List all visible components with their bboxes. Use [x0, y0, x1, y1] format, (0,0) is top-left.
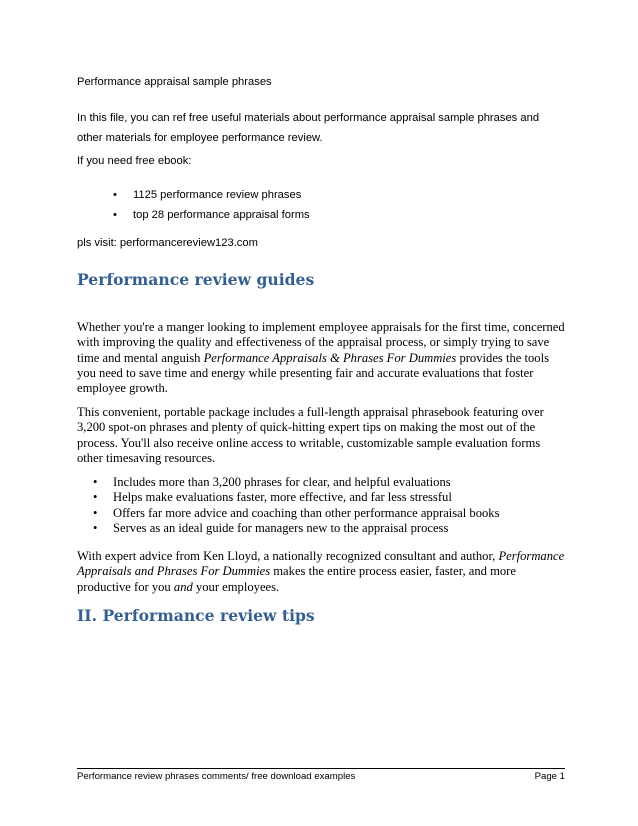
bullet-icon: • [93, 490, 98, 505]
section-heading-tips: II. Performance review tips [77, 606, 315, 625]
guides-paragraph-3: With expert advice from Ken Lloyd, a nationally recognized consultant and author, Performance Appraisals and Phrases For Dummies makes the entire process easier, faster, and more productive for you and your employees. [77, 549, 565, 594]
list-item: • top 28 performance appraisal forms [133, 205, 310, 225]
list-item: • Serves as an ideal guide for managers new to the appraisal process [93, 520, 449, 535]
list-item: • Includes more than 3,200 phrases for clear, and helpful evaluations [93, 475, 451, 489]
intro-paragraph: In this file, you can ref free useful materials about performance appraisal sample phrases and other materials for employee performance review. [77, 112, 540, 144]
intro-title: Performance appraisal sample phrases [77, 76, 272, 88]
list-item: • Offers far more advice and coaching than other performance appraisal books [93, 505, 500, 520]
guides-paragraph-2: This convenient, portable package includes a full-length appraisal phrasebook featuring over 3,200 spot-on phrases and plenty of quick-hitting expert tips on making the most out of the process. You'll also receive online access to writable, customizable sample evaluation forms other timesaving resources. [77, 405, 544, 465]
bullet-icon: • [93, 520, 98, 535]
guides-paragraph-1: Whether you're a manger looking to implement employee appraisals for the first time, concerned with improving the quality and effectiveness of the appraisal process, or simply trying to save time and mental anguish Performance Appraisals & Phrases For Dummies provides the tools you need to save time and energy while presenting fair and accurate evaluations that foster employee growth. [77, 320, 565, 396]
ebook-prompt: If you need free ebook: [77, 155, 192, 167]
list-item: • 1125 performance review phrases [133, 185, 310, 205]
page-number: Page 1 [534, 771, 565, 782]
footer-title: Performance review phrases comments/ free download examples [77, 771, 356, 782]
ebook-list [113, 185, 310, 225]
bullet-icon: • [113, 189, 117, 201]
bullet-icon: • [93, 475, 98, 489]
bullet-icon: • [93, 505, 98, 520]
guides-list [93, 475, 500, 536]
page-footer [77, 768, 565, 782]
section-heading-guides: Performance review guides [77, 270, 315, 289]
bullet-icon: • [113, 209, 117, 221]
list-item: • Helps make evaluations faster, more effective, and far less stressful [93, 490, 452, 505]
visit-line: pls visit: performancereview123.com [77, 237, 258, 249]
